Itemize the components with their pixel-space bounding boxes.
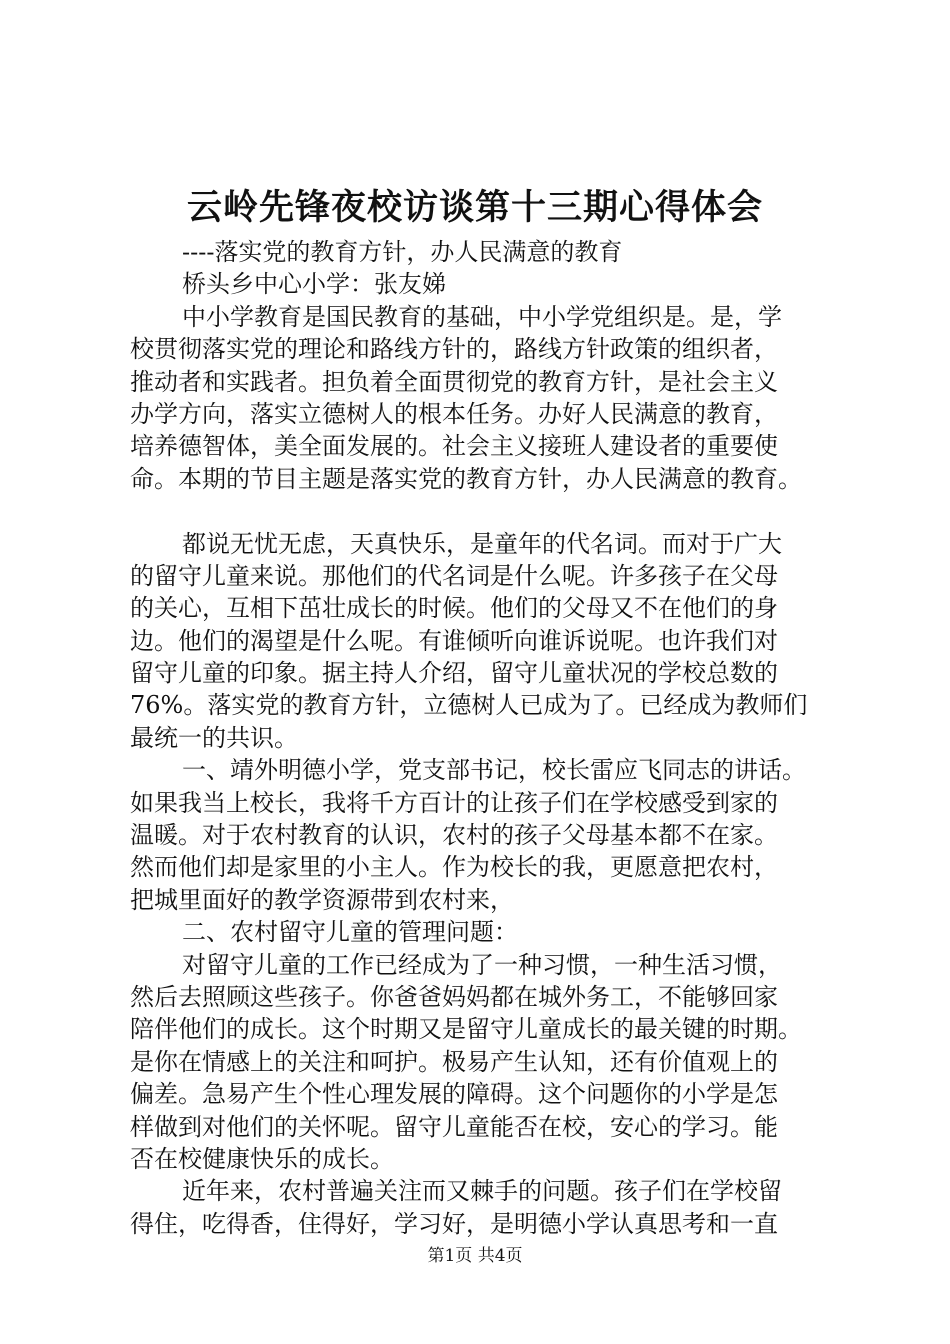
- paragraph-2-line-1: 都说无忧无虑，天真快乐，是童年的代名词。而对于广大: [182, 529, 782, 558]
- section-heading: 二、农村留守儿童的管理问题：: [182, 918, 518, 947]
- paragraph-5-line-3: 陪伴他们的成长。这个时期又是留守儿童成长的最关键的时期。: [130, 1015, 802, 1044]
- subtitle: ----落实党的教育方针，办人民满意的教育: [182, 238, 623, 266]
- paragraph-3-line-2: 如果我当上校长，我将千方百计的让孩子们在学校感受到家的: [130, 788, 778, 817]
- paragraph-1-line-5: 培养德智体，美全面发展的。社会主义接班人建设者的重要使: [130, 432, 778, 461]
- document-title: 云岭先锋夜校访谈第十三期心得体会: [186, 187, 763, 228]
- paragraph-gap: [130, 495, 830, 527]
- paragraph-5-line-6: 样做到对他们的关怀呢。留守儿童能否在校，安心的学习。能: [130, 1112, 778, 1141]
- document-body: [130, 236, 830, 1240]
- paragraph-2-line-3: 的关心，互相下茁壮成长的时候。他们的父母又不在他们的身: [130, 594, 778, 623]
- paragraph-6-line-1: 近年来，农村普遍关注而又棘手的问题。孩子们在学校留: [182, 1177, 782, 1206]
- paragraph-3-line-1: 一、靖外明德小学，党支部书记，校长雷应飞同志的讲话。: [182, 756, 806, 785]
- paragraph-1-line-4: 办学方向，落实立德树人的根本任务。办好人民满意的教育，: [130, 399, 778, 428]
- paragraph-5-line-2: 然后去照顾这些孩子。你爸爸妈妈都在城外务工，不能够回家: [130, 982, 778, 1011]
- paragraph-1-line-3: 推动者和实践者。担负着全面贯彻党的教育方针，是社会主义: [130, 367, 778, 396]
- paragraph-2-line-2: 的留守儿童来说。那他们的代名词是什么呢。许多孩子在父母: [130, 561, 778, 590]
- paragraph-5-line-7: 否在校健康快乐的成长。: [130, 1144, 394, 1173]
- paragraph-5-line-4: 是你在情感上的关注和呵护。极易产生认知，还有价值观上的: [130, 1047, 778, 1076]
- paragraph-5-line-1: 对留守儿童的工作已经成为了一种习惯，一种生活习惯，: [182, 950, 782, 979]
- paragraph-1-line-1: 中小学教育是国民教育的基础，中小学党组织是。是，学: [182, 302, 782, 331]
- paragraph-1-line-2: 校贯彻落实党的理论和路线方针的，路线方针政策的组织者，: [130, 335, 778, 364]
- paragraph-2-line-6: 76%。落实党的教育方针，立德树人已成为了。已经成为教师们: [130, 691, 808, 720]
- paragraph-2-line-4: 边。他们的渴望是什么呢。有谁倾听向谁诉说呢。也许我们对: [130, 626, 778, 655]
- paragraph-2-line-5: 留守儿童的印象。据主持人介绍，留守儿童状况的学校总数的: [130, 659, 778, 688]
- paragraph-2-line-7: 最统一的共识。: [130, 723, 298, 752]
- author-line: 桥头乡中心小学：张友娣: [182, 270, 446, 299]
- paragraph-6-line-2: 得住，吃得香，住得好，学习好，是明德小学认真思考和一直: [130, 1209, 778, 1238]
- paragraph-3-line-3: 温暖。对于农村教育的认识，农村的孩子父母基本都不在家。: [130, 821, 778, 850]
- paragraph-3-line-4: 然而他们却是家里的小主人。作为校长的我，更愿意把农村，: [130, 853, 778, 882]
- paragraph-3-line-5: 把城里面好的教学资源带到农村来，: [130, 885, 514, 914]
- paragraph-5-line-5: 偏差。急易产生个性心理发展的障碍。这个问题你的小学是怎: [130, 1080, 778, 1109]
- page-footer: 第1页 共4页: [427, 1246, 523, 1266]
- paragraph-1-line-6: 命。本期的节目主题是落实党的教育方针，办人民满意的教育。: [130, 464, 802, 493]
